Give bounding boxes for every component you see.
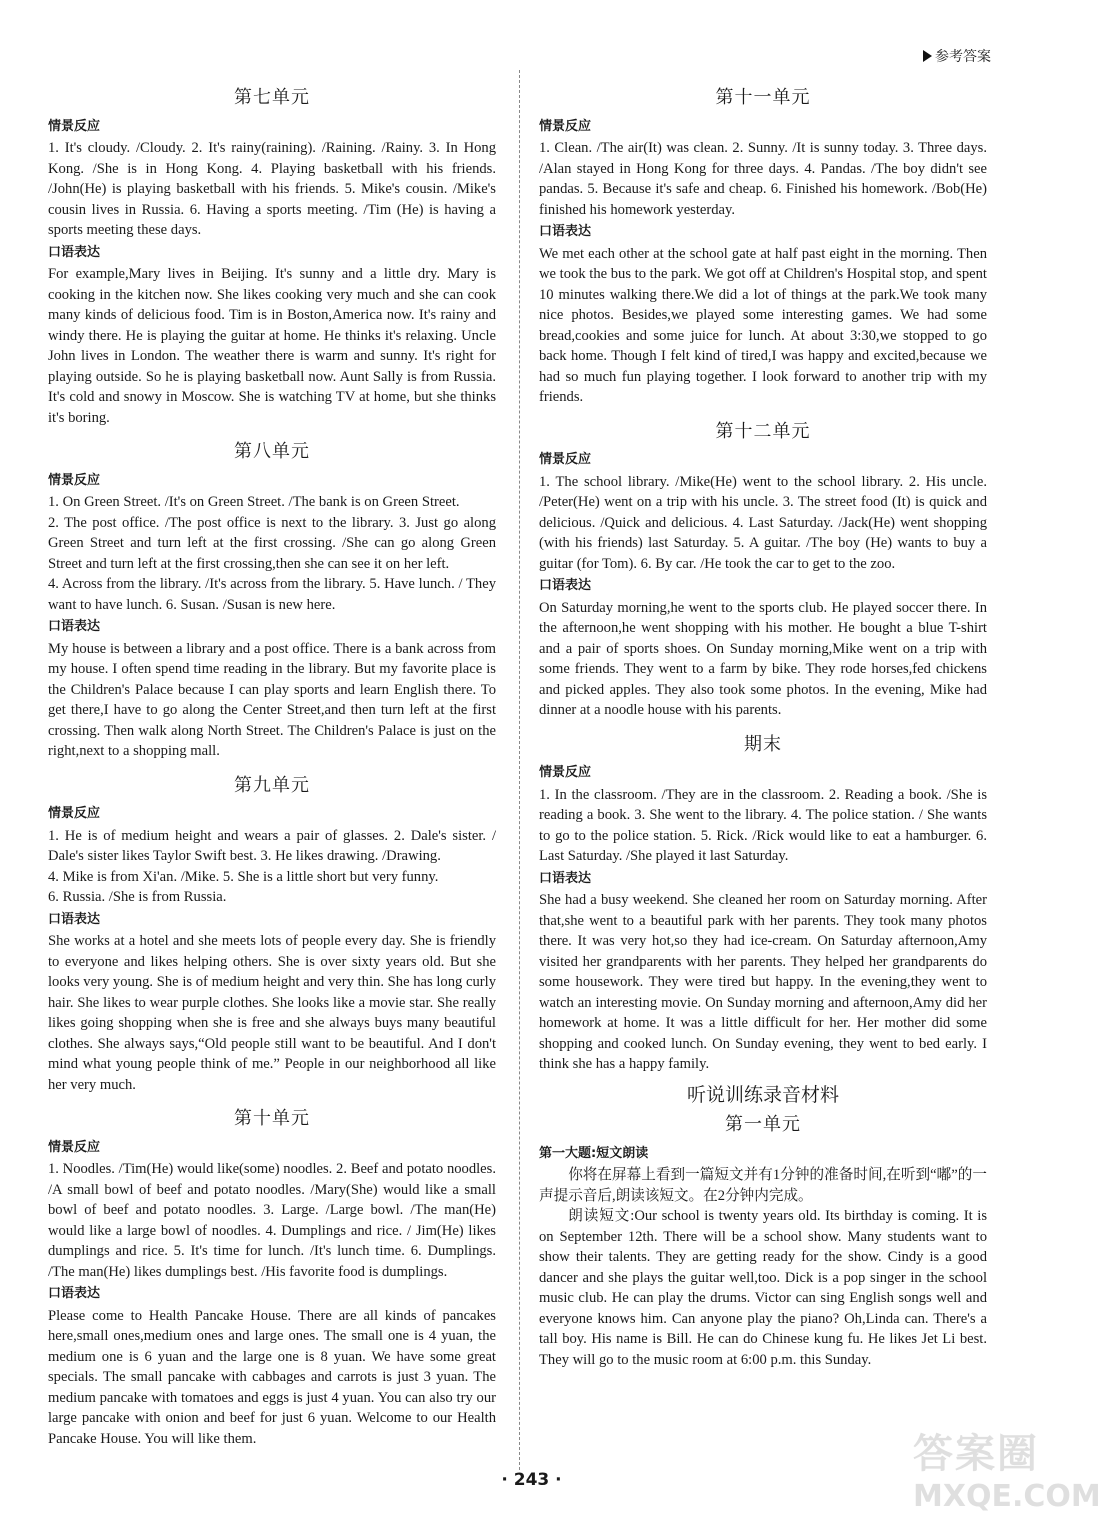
watermark-logo xyxy=(913,1422,1101,1532)
unit8-title: 第八单元 xyxy=(234,441,310,462)
unit8-qj-text-1: 1. On Green Street. /It's on Green Street. /The bank is on Green Street. xyxy=(48,494,460,510)
unit7-qj-label: 情景反应 xyxy=(48,118,101,134)
unit10-qj-text: 1. Noodles. /Tim(He) would like(some) noodles. 2. Beef and potato noodles. /A small bowl of beef and potato noodles. /Mary(She) would like a small bowl of beef and potato noodles. 3. Large. /Large bowl. /The man(He) would like a large bowl of noodles. 4. Dumplings and rice. / Jim(He) likes dumplings and rice. 5. It's time for lunch. /It's lunch time. 6. Dumplings. /The man(He) likes dumplings best. /His favorite food is dumplings. xyxy=(48,1161,496,1280)
unit9-ky-text: She works at a hotel and she meets lots of people every day. She is friendly to everyone and likes helping others. She is over sixty years old. But she looks very young. She is of medium height and very thin. She has long curly hair. She likes to wear purple clothes. She looks like a movie star. She really likes going shopping when she is free and she always buys many beautiful clothes. She always says,“Old people still want to be beautiful. And I don't mind what young people think of me.” People in our neighborhood all like her very much. xyxy=(48,933,496,1093)
unit8-ky-text: My house is between a library and a post office. There is a bank across from my house. I often spend time reading in the library. But my favorite place is the Children's Palace because I can play sports and learn English there. To get there,I have to go along the Center Street,and then turn left at the first crossing. Then walk along North Street. The Children's Palace is just on the right,next to a shopping mall. xyxy=(48,640,496,759)
header-tag xyxy=(923,46,991,66)
part1-instruction: 你将在屏幕上看到一篇短文并有1分钟的准备时间,在听到“嘟”的一声提示音后,朗读该短文。在2分钟内完成。 xyxy=(539,1167,987,1204)
unit12-ky-text: On Saturday morning,he went to the sports club. He played soccer there. In the afternoon,he went shopping with his mother. He bought a blue T-shirt and a pair of sports shoes. On Sunday morning,Mike went on a trip with some friends. They went to a farm by bike. They rode horses,fed chickens and picked apples. They also took some photos. In the evening, Mike had dinner at a noodle house with his parents. xyxy=(539,599,987,718)
unit10-title: 第十单元 xyxy=(234,1108,310,1129)
unit9-qj-label: 情景反应 xyxy=(48,806,101,821)
unit8-qj-text-2: 2. The post office. /The post office is next to the library. 3. Just go along Green Street and turn left at the first crossing. /She can go along Green Street and turn left at the first crossing,then she can see it on her left. xyxy=(48,514,496,572)
unit12-title: 第十二单元 xyxy=(715,420,811,442)
unit9-title: 第九单元 xyxy=(234,774,310,796)
unit8-qj-label: 情景反应 xyxy=(48,472,101,488)
watermark-cn: 答案圈 xyxy=(913,1431,1039,1477)
watermark-en: MXQE.COM xyxy=(913,1479,1101,1514)
unit9-qj-text-2: 4. Mike is from Xi'an. /Mike. 5. She is a little short but very funny. xyxy=(48,868,439,885)
unit9-qj-text-3: 6. Russia. /She is from Russia. xyxy=(48,889,227,905)
unit11-ky-text: We met each other at the school gate at half past eight in the morning. Then we took the bus to the park. We got off at Children's Hospital stop, and spent 10 minutes walking there.We did a lot of things at the park.We took many nice photos. Besides,we played some interesting games. We had some bread,cookies and some juice for lunch. At about 3:30,we stopped to go back home. Though I felt kind of tired,I was happy and excited,because we had so much fun playing together. I look forward to another trip with my friends. xyxy=(539,245,987,405)
final-qj-label: 情景反应 xyxy=(539,765,592,780)
part1-passage: 朗读短文:Our school is twenty years old. Its birthday is coming. It is on September 12th. There will be a school show. Many students want to show their talents. They are getting ready for the show. Cindy is a good dancer and she plays the guitar well,too. Dick is a pop singer in the school music club. He can play the drums. Victor can sing English songs well and everyone knows him. Can anyone play the piano? Oh,Linda can. There's a tall boy. His name is Bill. He can do Chinese kung fu. He likes Jet Li best. They will go to the music room at 6:00 p.m. this Sunday. xyxy=(539,1208,987,1368)
column-divider xyxy=(519,70,520,1470)
unit7-qj-text: 1. It's cloudy. /Cloudy. 2. It's rainy(raining). /Raining. /Rainy. 3. In Hong Kong. /She is in Hong Kong. 4. Playing basketball with his friends. /John(He) is playing basketball with his friends. 5. Mike's cousin. /Mike's cousin lives in Russia. 6. Having a sports meeting. /Tim (He) is having a sports meeting these days. xyxy=(48,140,496,238)
unit7-ky-label: 口语表达 xyxy=(48,244,101,260)
unit9-ky-label: 口语表达 xyxy=(48,911,101,927)
unit10-ky-text: Please come to Health Pancake House. There are all kinds of pancakes here,small ones,medium ones and large ones. The small one is 4 yuan, the medium one is 6 yuan and the large one is 8 yuan. We have some great specials. The small pancake with cabbages and carrots is just 3 yuan. The medium pancake with tomatoes and eggs is just 4 yuan. You can also try our large pancake with onion and beef for just 6 yuan. Welcome to our Health Pancake House. You will like them. xyxy=(48,1307,496,1447)
unit12-ky-label: 口语表达 xyxy=(539,578,592,593)
final-qj-text: 1. In the classroom. /They are in the classroom. 2. Reading a book. /She is reading a book. 3. She went to the library. 4. The police station. / She wants to go to the police station. 5. Rick. /Rick would like to eat a hamburger. 6. Last Saturday. /She played it last Saturday. xyxy=(539,786,987,864)
final-ky-label: 口语表达 xyxy=(539,870,592,886)
unit7-ky-text: For example,Mary lives in Beijing. It's sunny and a little dry. Mary is cooking in the kitchen now. She likes cooking very much and she can cook many kinds of delicious food. Tim is in Boston,America now. It's rainy and windy there. He is playing the guitar at home. He thinks it's relaxing. Uncle John lives in London. The weather there is warm and sunny. It's right for playing outside. So he is playing basketball now. Aunt Sally is from Russia. It's cold and snowy in Moscow. She is watching TV at home, but she thinks it's boring. xyxy=(48,266,496,426)
part1-label: 第一大题:短文朗读 xyxy=(539,1145,649,1161)
unit11-qj-text: 1. Clean. /The air(It) was clean. 2. Sunny. /It is sunny today. 3. Three days. /Alan stayed in Hong Kong for three days. 4. Pandas. /The boy didn't see pandas. 5. Because it's safe and cheap. 6. Finished his homework. /Bob(He) finished his homework yesterday. xyxy=(539,140,987,218)
unit11-qj-label: 情景反应 xyxy=(539,118,592,134)
right-column xyxy=(539,82,987,1370)
unit11-ky-label: 口语表达 xyxy=(539,224,592,239)
unit12-qj-label: 情景反应 xyxy=(539,452,592,467)
unit9-qj-text-1: 1. He is of medium height and wears a pair of glasses. 2. Dale's sister. / Dale's sister likes Taylor Swift best. 3. He likes drawing. /Drawing. xyxy=(48,827,496,864)
unit7-title: 第七单元 xyxy=(234,87,310,108)
unit10-ky-label: 口语表达 xyxy=(48,1286,101,1301)
page-number-value: 243 xyxy=(513,1470,550,1490)
final-ky-text: She had a busy weekend. She cleaned her room on Saturday morning. After that,she went to a beautiful park with her parents. They took many photos there. It was very hot,so they had ice-cream. On Saturday afternoon,Amy visited her grandparents with her parents. They helped her grandparents do some housework. They were tired but happy. In the evening,they went to watch an interesting movie. On Sunday morning and afternoon,Amy did her homework at home. It was a little difficult for her. Her mother did some shopping and cooked lunch. On Sunday evening, they went to bed early. I think she has a happy family. xyxy=(539,892,987,1072)
listening-title: 听说训练录音材料 xyxy=(686,1083,839,1106)
final-title: 期末 xyxy=(744,733,782,755)
unit11-title: 第十一单元 xyxy=(715,87,811,108)
header-label: 参考答案 xyxy=(935,49,991,65)
unit12-qj-text: 1. The school library. /Mike(He) went to the school library. 2. His uncle. /Peter(He) went on a trip with his uncle. 3. The street food (It) is quick and delicious. /Quick and delicious. 4. Last Saturday. /Jack(He) went shopping (with his friends) last Saturday. 5. A guitar. /The boy (He) wants to buy a guitar (for Tom). 6. By car. /He took the car to get to the zoo. xyxy=(539,473,987,572)
unit8-qj-text-3: 4. Across from the library. /It's across from the library. 5. Have lunch. / They want to have lunch. 6. Susan. /Susan is new here. xyxy=(48,576,496,613)
listening-unit1-title: 第一单元 xyxy=(725,1114,801,1135)
triangle-icon xyxy=(923,50,932,62)
unit10-qj-label: 情景反应 xyxy=(48,1139,101,1155)
page-number: · 243 · xyxy=(501,1470,562,1490)
unit8-ky-label: 口语表达 xyxy=(48,619,101,634)
left-column xyxy=(48,82,496,1449)
